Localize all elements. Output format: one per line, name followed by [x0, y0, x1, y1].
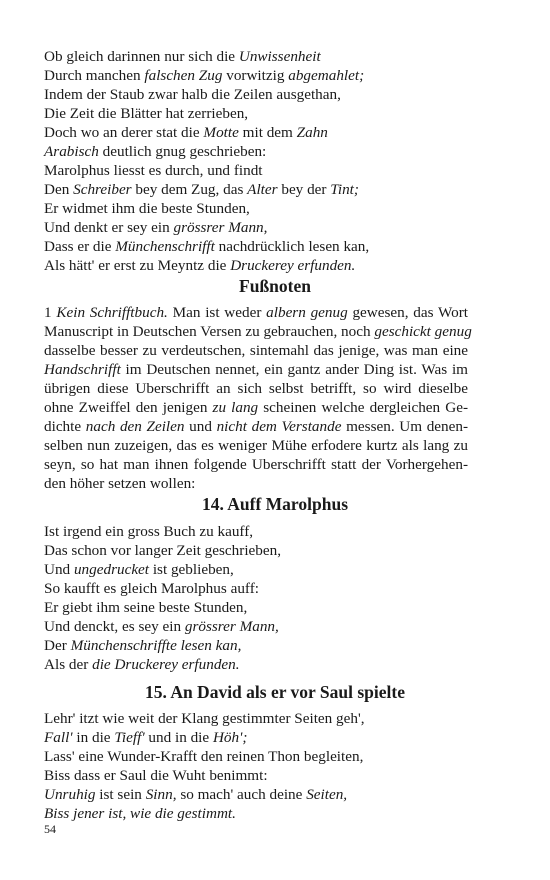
text-run: ist geblieben,	[149, 561, 234, 578]
text-run: und	[184, 418, 217, 435]
footnote-line	[44, 303, 468, 322]
text-run: Dass er die	[44, 238, 116, 255]
footnote-line	[44, 398, 468, 417]
footnote-line	[44, 379, 468, 398]
text-run: Den	[44, 181, 74, 198]
text-run: Als der	[44, 656, 93, 673]
text-run: gewesen, das Wort	[347, 304, 468, 321]
text-run: Das schon vor langer Zeit geschrieben,	[44, 542, 282, 559]
text-run: Und denkt er sey ein	[44, 219, 174, 236]
text-run: und in die	[144, 729, 213, 746]
poem-continuation	[44, 47, 468, 275]
poem1-line	[44, 199, 468, 218]
text-run: Lass' eine Wunder-Krafft den reinen Thon begleiten,	[44, 748, 364, 765]
footnote-paragraph	[44, 303, 472, 493]
text-run: 1	[44, 304, 57, 321]
italic-text: Zahn	[296, 124, 328, 141]
text-run: Als hätt' er erst zu Meyntz die	[44, 257, 231, 274]
footnote-line	[44, 474, 468, 493]
text-run: übrigen diese Uberschrifft an sich selbst betrifft, so wird dieselbe	[44, 380, 468, 397]
italic-text: Motte	[203, 124, 239, 141]
text-run: vorwitzig	[222, 67, 289, 84]
italic-text: Seiten,	[306, 786, 348, 803]
text-run: bey dem Zug, das	[131, 181, 248, 198]
poem1-line	[44, 161, 468, 180]
text-run: dasselbe besser zu verdeutschen, sintemahl das jenige, was man eine	[44, 342, 468, 359]
italic-text: Schreiber	[73, 181, 132, 198]
poem15-line	[44, 804, 468, 823]
text-run: Biss dass er Saul die Wuht benimmt:	[44, 767, 268, 784]
poem1-line	[44, 237, 468, 256]
text-run: Der	[44, 637, 71, 654]
text-run: messen. Um denen-	[341, 418, 469, 435]
italic-text: die Druckerey erfunden.	[92, 656, 240, 673]
footnotes-heading: Fußnoten	[239, 276, 311, 296]
italic-text: Höh';	[212, 729, 248, 746]
poem15-line	[44, 728, 468, 747]
poem1-line	[44, 85, 468, 104]
poem15-line	[44, 766, 468, 785]
poem15-line	[44, 785, 468, 804]
text-run: Doch wo an derer stat die	[44, 124, 204, 141]
text-run: den höher setzen wollen:	[44, 475, 196, 492]
poem14-line	[44, 598, 468, 617]
footnote-line	[44, 360, 468, 379]
poem1-line	[44, 142, 468, 161]
text-run: ohne Zweiffel den jenigen	[44, 399, 213, 416]
text-run: nachdrücklich lesen kan,	[214, 238, 370, 255]
italic-text: abgemahlet;	[288, 67, 365, 84]
poem14-line	[44, 655, 468, 674]
poem14-line	[44, 560, 468, 579]
italic-text: zu lang	[212, 399, 259, 416]
text-run: selben nun zuzeigen, das es weniger Mühe erfodere kurtz als lang zu	[44, 437, 468, 454]
italic-text: Alter	[247, 181, 278, 198]
text-run: mit dem	[238, 124, 297, 141]
italic-text: grössrer Mann,	[173, 219, 268, 236]
poem-15	[44, 709, 468, 823]
text-run: bey der	[277, 181, 331, 198]
text-run: So kaufft es gleich Marolphus auff:	[44, 580, 259, 597]
text-run: scheinen welche dergleichen Ge-	[258, 399, 468, 416]
text-run: ist sein	[95, 786, 146, 803]
text-run: Er giebt ihm seine beste Stunden,	[44, 599, 248, 616]
poem1-line	[44, 66, 468, 85]
italic-text: nicht dem Verstande	[216, 418, 342, 435]
poem1-line	[44, 47, 468, 66]
poem1-line	[44, 104, 468, 123]
italic-text: albern genug	[266, 304, 348, 321]
italic-text: ungedrucket	[73, 561, 150, 578]
poem14-line	[44, 541, 468, 560]
text-run: seyn, so hat man ihnen folgende Uberschrifft statt der Vorhergehen-	[44, 456, 468, 473]
poem14-line	[44, 617, 468, 636]
footnote-line	[44, 455, 468, 474]
text-run: dichte	[44, 418, 86, 435]
italic-text: Arabisch	[44, 143, 99, 160]
italic-text: geschickt genug	[374, 323, 472, 340]
text-run: Manuscript in Deutschen Versen zu gebrauchen, noch	[44, 323, 375, 340]
text-run: Er widmet ihm die beste Stunden,	[44, 200, 250, 217]
text-run: deutlich gnug geschrieben:	[98, 143, 267, 160]
italic-text: Kein Schrifftbuch.	[56, 304, 168, 321]
section-14-heading: 14. Auff Marolphus	[201, 494, 349, 514]
italic-text: Unwissenheit	[238, 48, 321, 65]
poem15-line	[44, 709, 468, 728]
poem14-line	[44, 579, 468, 598]
italic-text: grössrer Mann,	[184, 618, 279, 635]
text-run: Ist irgend ein gross Buch zu kauff,	[44, 523, 254, 540]
poem14-line	[44, 636, 468, 655]
text-run: Indem der Staub zwar halb die Zeilen ausgethan,	[44, 86, 341, 103]
poem1-line	[44, 123, 468, 142]
page-number: 54	[44, 822, 56, 836]
italic-text: Unruhig	[44, 786, 96, 803]
italic-text: Münchenschrifft	[115, 238, 215, 255]
italic-text: nach den Zeilen	[85, 418, 185, 435]
text-run: Ob gleich darinnen nur sich die	[44, 48, 239, 65]
italic-text: falschen Zug	[144, 67, 223, 84]
italic-text: Münchenschriffte lesen kan,	[70, 637, 242, 654]
italic-text: Biss jener ist, wie die gestimmt.	[44, 805, 236, 822]
poem-14	[44, 522, 468, 674]
section-15-heading: 15. An David als er vor Saul spielte	[145, 682, 405, 702]
footnote-line	[44, 436, 468, 455]
italic-text: Handschrifft	[44, 361, 121, 378]
poem1-line	[44, 180, 468, 199]
poem1-line	[44, 256, 468, 275]
text-run: im Deutschen nennet, ein gantz ander Ding ist. Was im	[120, 361, 468, 378]
poem1-line	[44, 218, 468, 237]
footnote-line	[44, 322, 472, 341]
text-run: Durch manchen	[44, 67, 145, 84]
text-run: Marolphus liesst es durch, und findt	[44, 162, 263, 179]
poem15-line	[44, 747, 468, 766]
text-run: Und	[44, 561, 74, 578]
footnote-line	[44, 417, 468, 436]
italic-text: Tieff'	[114, 729, 145, 746]
text-run: Die Zeit die Blätter hat zerrieben,	[44, 105, 249, 122]
italic-text: Tint;	[330, 181, 359, 198]
italic-text: Fall'	[44, 729, 73, 746]
italic-text: Sinn,	[145, 786, 177, 803]
text-run: in die	[72, 729, 115, 746]
footnote-line	[44, 341, 468, 360]
text-run: Man ist weder	[167, 304, 267, 321]
text-run: Und denckt, es sey ein	[44, 618, 185, 635]
text-run: so mach' auch deine	[176, 786, 307, 803]
text-run: Lehr' itzt wie weit der Klang gestimmter Seiten geh',	[44, 710, 365, 727]
poem14-line	[44, 522, 468, 541]
italic-text: Druckerey erfunden.	[230, 257, 356, 274]
